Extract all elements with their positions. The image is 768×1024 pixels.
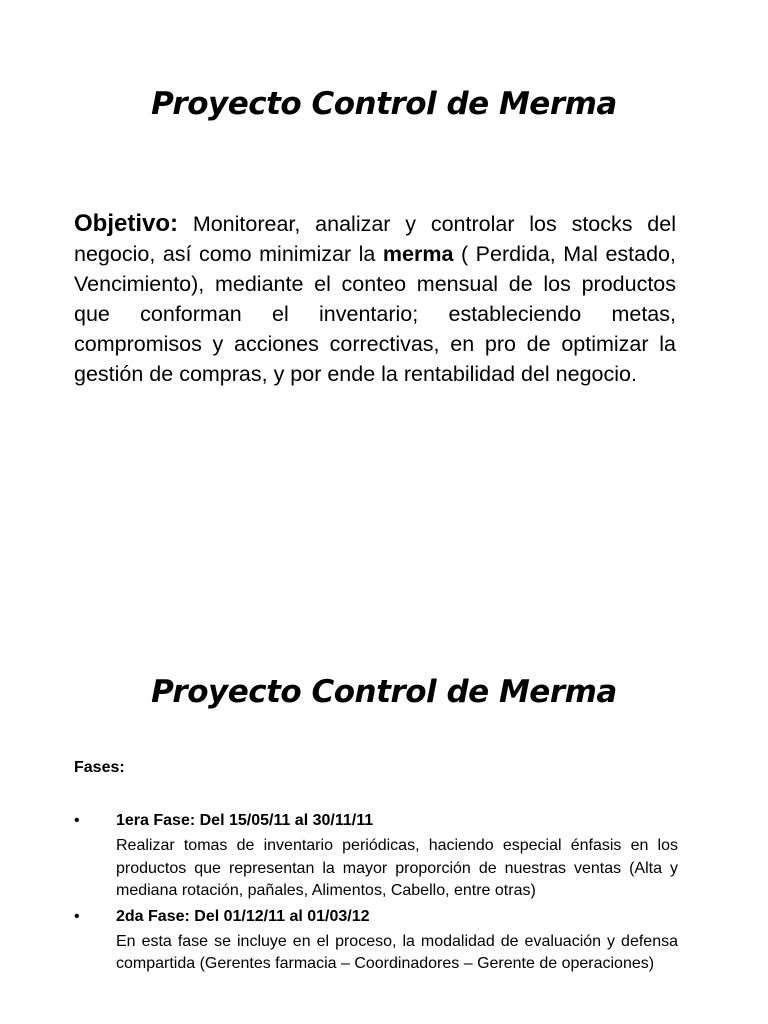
phase-item-1 xyxy=(74,811,678,903)
bullet-icon: • xyxy=(74,907,80,925)
phase-title: 2da Fase: Del 01/12/11 al 01/03/12 xyxy=(116,907,370,925)
phases-heading: Fases: xyxy=(74,759,125,776)
objective-label: Objetivo: xyxy=(74,210,179,237)
slide-title: Proyecto Control de Merma xyxy=(151,86,617,122)
bullet-icon: • xyxy=(74,812,80,829)
slide-phases xyxy=(0,580,768,1024)
phase-item-2 xyxy=(74,907,678,976)
phase-description: Realizar tomas de inventario periódicas, haciendo especial énfasis en los productos que representan la mayor proporción de nuestras ventas (Alta y mediana rotación, pañales, Alimentos, Cabello, entre otras) xyxy=(116,837,678,899)
phase-list xyxy=(74,811,678,980)
phase-title: 1era Fase: Del 15/05/11 al 30/11/11 xyxy=(116,812,374,829)
objective-paragraph xyxy=(74,209,676,389)
objective-text-end: ( Perdida, Mal estado, Vencimiento), mediante el conteo mensual de los productos que conforman el inventario; estableciendo metas, compromisos y acciones correctivas, en pro de optimizar la gestión de compras, y por ende la rentabilidad del negocio. xyxy=(74,242,676,386)
phase-description: En esta fase se incluye en el proceso, la modalidad de evaluación y defensa compartida (Gerentes farmacia – Coordinadores – Gerente de operaciones) xyxy=(116,932,678,972)
objective-keyword: merma xyxy=(382,242,454,266)
objective-text-start: Monitorear, analizar y controlar los stocks del negocio, así como minimizar la xyxy=(74,212,676,266)
slide-title: Proyecto Control de Merma xyxy=(151,674,617,710)
